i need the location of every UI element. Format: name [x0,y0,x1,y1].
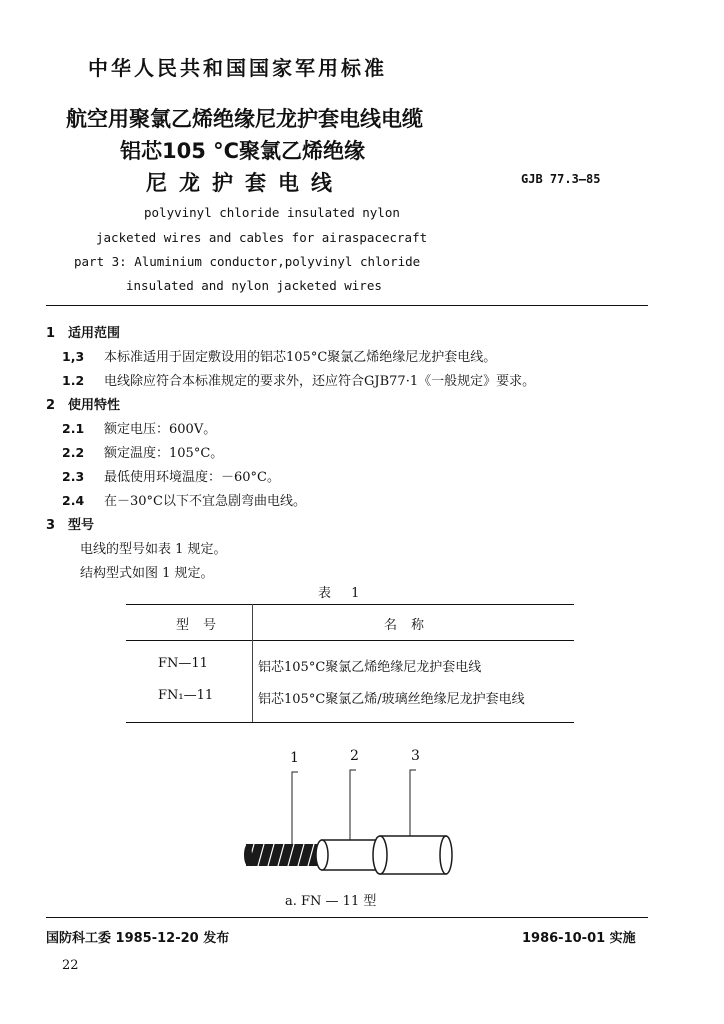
conductor-core [244,844,322,866]
table-header-rule [126,640,574,641]
english-title-line-1: polyvinyl chloride insulated nylon [144,205,400,220]
table-header-model: 型号 [176,618,231,633]
english-title-line-2: jacketed wires and cables for airaspacecraft [96,230,428,245]
leader-line-1 [292,772,298,846]
table-bottom-rule [126,722,574,723]
clause-text: 在－30°C以下不宜急剧弯曲电线。 [104,494,306,509]
leader-line-2 [350,770,356,842]
insulation-layer [316,840,380,870]
table-caption: 表 1 [318,586,368,601]
wire-structure-drawing [240,760,460,880]
table-row-2-name: 铝芯105°C聚氯乙烯/玻璃丝绝缘尼龙护套电线 [258,692,525,707]
structure-paragraph: 结构型式如图 1 规定。 [80,566,214,581]
clause-text: 额定电压：600V。 [104,422,217,437]
clause-text: 电线除应符合本标准规定的要求外，还应符合GJB77·1《一般规定》要求。 [104,374,536,389]
figure-caption: a. FN — 11 型 [285,894,377,909]
clause-2-4 [62,490,306,509]
section-1-heading [46,322,120,341]
nylon-jacket [373,836,452,874]
title-line-3: 尼龙护套电线 [146,171,344,195]
table-top-rule [126,604,574,605]
clause-1-3 [62,346,496,365]
section-number: 3 [46,518,56,533]
model-paragraph: 电线的型号如表 1 规定。 [80,542,227,557]
leader-line-3 [410,770,416,840]
section-2-heading [46,394,120,413]
figure-label-1: 1 [290,750,299,766]
clause-number: 1.2 [62,373,85,388]
section-title: 型号 [68,518,95,533]
clause-2-1 [62,418,216,437]
section-title: 使用特性 [68,398,121,413]
figure-label-2: 2 [350,748,359,764]
bottom-rule [46,917,648,918]
section-number: 1 [46,326,56,341]
clause-2-3 [62,466,280,485]
title-line-1: 航空用聚氯乙烯绝缘尼龙护套电线电缆 [66,107,423,131]
section-number: 2 [46,398,56,413]
clause-number: 2.3 [62,469,85,484]
clause-number: 1,3 [62,349,85,364]
clause-text: 本标准适用于固定敷设用的铝芯105°C聚氯乙烯绝缘尼龙护套电线。 [104,350,497,365]
clause-text: 额定温度：105°C。 [104,446,224,461]
title-line-2: 铝芯105 °C聚氯乙烯绝缘 [120,139,366,163]
top-rule [46,305,648,306]
table-row-2-model: FN₁—11 [158,688,214,703]
section-title: 适用范围 [68,326,121,341]
english-title-line-3: part 3: Aluminium conductor,polyvinyl chloride [74,254,421,269]
clause-number: 2.4 [62,493,85,508]
clause-number: 2.2 [62,445,85,460]
english-title-line-4: insulated and nylon jacketed wires [126,278,382,293]
standard-number: GJB 77.3—85 [521,172,601,186]
clause-number: 2.1 [62,421,85,436]
standard-header: 中华人民共和国国家军用标准 [88,56,387,80]
table-row-1-name: 铝芯105°C聚氯乙烯绝缘尼龙护套电线 [258,660,482,675]
table-column-divider [252,604,253,722]
table-row-1-model: FN—11 [158,656,208,671]
page-number: 22 [62,958,79,973]
clause-1-2 [62,370,535,389]
figure-label-3: 3 [411,748,420,764]
effective-date: 1986-10-01 实施 [522,931,636,946]
table-header-name: 名称 [384,618,439,633]
issue-info: 国防科工委 1985-12-20 发布 [46,931,230,946]
clause-2-2 [62,442,223,461]
section-3-heading [46,514,94,533]
clause-text: 最低使用环境温度：－60°C。 [104,470,280,485]
